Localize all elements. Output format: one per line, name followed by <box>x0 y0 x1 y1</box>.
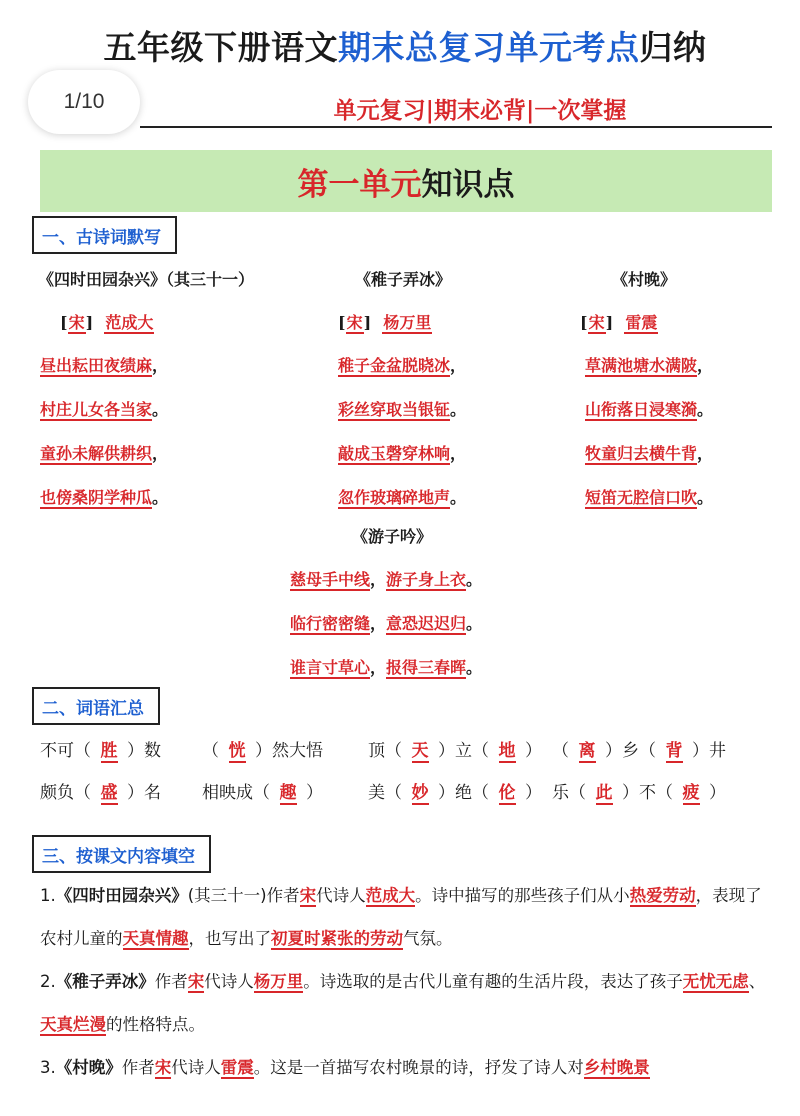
vocab-blank <box>489 778 525 803</box>
poem-line <box>585 353 713 376</box>
poem-dynasty: 宋 <box>346 313 363 332</box>
section-heading-vocabulary: 二、词语汇总 <box>32 687 160 725</box>
vocab-answer: 天 <box>411 741 429 761</box>
poem-author-name: 雷震 <box>625 313 658 332</box>
poem-line-text: 草满池塘水满陂 <box>585 356 698 375</box>
vocab-item <box>202 778 323 803</box>
poem-line-text: 敲成玉磬穿林响 <box>338 444 451 463</box>
fill-paragraph-1: 1.《四时田园杂兴》(其三十一)作者宋代诗人范成大。诗中描写的那些孩子们从小热爱劳动，表现了农村儿童的天真情趣，也写出了初夏时紧张的劳动气氛。 <box>40 886 762 948</box>
fill-paragraph-2: 2.《稚子弄冰》作者宋代诗人杨万里。诗选取的是古代儿童有趣的生活片段，表达了孩子无忧无虑、天真烂漫的性格特点。 <box>40 972 766 1034</box>
vocab-text: ）数 <box>127 741 161 761</box>
poem-line <box>290 567 482 590</box>
vocab-text: 相映成（ <box>202 783 270 803</box>
vocab-text: ）井 <box>692 741 726 761</box>
vocab-text: ）立（ <box>438 741 489 761</box>
vocab-blank <box>586 778 622 803</box>
poem-line-punct: 。 <box>466 570 483 589</box>
poem-line <box>338 441 466 464</box>
vocab-blank <box>402 778 438 803</box>
poem-line-text: 也傍桑阴学种瓜 <box>40 488 153 507</box>
dynasty-bracket-close: ] <box>605 313 614 332</box>
dynasty-bracket-open: [ <box>580 313 588 332</box>
vocab-text: ）名 <box>127 783 161 803</box>
vocab-text: （ <box>202 741 219 761</box>
poem-line-text: 短笛无腔信口吹 <box>585 488 698 507</box>
poem-line <box>585 485 713 508</box>
poem-line <box>338 353 466 376</box>
poem-title: 《四时田园杂兴》（其三十一） <box>38 270 255 289</box>
vocab-text: （ <box>552 741 569 761</box>
poem-line-text: 山衔落日浸寒漪 <box>585 400 698 419</box>
vocab-blank <box>673 778 709 803</box>
vocab-answer: 恍 <box>228 741 246 761</box>
poem-line-text: 昼出耘田夜绩麻 <box>40 356 153 375</box>
poem-line <box>585 397 713 420</box>
poem-author-name: 杨万里 <box>383 313 432 332</box>
vocab-answer: 盛 <box>100 783 118 803</box>
poem-title: 《游子吟》 <box>352 527 433 546</box>
poem-line-text: 报得三春晖 <box>386 658 467 677</box>
vocab-text: ）乡（ <box>605 741 656 761</box>
vocab-text: ）然大悟 <box>255 741 323 761</box>
vocab-text: 美（ <box>368 783 402 803</box>
poem-line-text: 稚子金盆脱晓冰 <box>338 356 451 375</box>
vocab-answer: 疲 <box>682 783 700 803</box>
vocab-text: 颇负（ <box>40 783 91 803</box>
fill-paragraph-3: 3.《村晚》作者宋代诗人雷震。这是一首描写农村晚景的诗，抒发了诗人对乡村晚景 <box>40 1058 650 1077</box>
poem-line-punct: ， <box>370 570 387 589</box>
poem-line <box>40 441 168 464</box>
poem-author <box>60 310 154 333</box>
poem-line-text: 谁言寸草心 <box>290 658 371 677</box>
poem-line-text: 游子身上衣 <box>386 570 467 589</box>
poem-line <box>585 441 713 464</box>
vocab-blank <box>270 778 306 803</box>
poem-author <box>580 310 658 333</box>
unit-banner: 第一单元 知识点 <box>40 150 772 212</box>
dynasty-bracket-open: [ <box>338 313 346 332</box>
page-indicator[interactable]: 1/10 <box>28 70 140 134</box>
vocab-item <box>202 736 323 761</box>
header-divider <box>140 126 772 128</box>
vocab-item <box>368 736 542 761</box>
vocab-blank <box>656 736 692 761</box>
dynasty-bracket-open: [ <box>60 313 68 332</box>
poem-dynasty: 宋 <box>588 313 605 332</box>
vocab-answer: 地 <box>498 741 516 761</box>
poem-line-punct: 。 <box>697 400 714 419</box>
vocab-text: ） <box>525 783 542 803</box>
section-heading-poems: 一、古诗词默写 <box>32 216 177 254</box>
poem-line-punct: 。 <box>466 614 483 633</box>
poem-line-punct: 。 <box>450 400 467 419</box>
poem-line-punct: 。 <box>466 658 483 677</box>
vocab-answer: 趣 <box>279 783 297 803</box>
poem-line <box>290 611 482 634</box>
vocab-item <box>368 778 542 803</box>
vocab-text: ） <box>306 783 323 803</box>
vocab-answer: 此 <box>595 783 613 803</box>
poem-line-punct: 。 <box>697 488 714 507</box>
vocab-item <box>40 736 161 761</box>
vocab-text: ）不（ <box>622 783 673 803</box>
poem-line <box>40 397 168 420</box>
poem-title: 《稚子弄冰》 <box>355 270 452 289</box>
poem-line-punct: 。 <box>152 400 169 419</box>
document-subtitle: 单元复习|期末必背|一次掌握 <box>333 97 627 124</box>
poem-line <box>338 485 466 508</box>
poem-line <box>40 485 168 508</box>
vocab-text: 不可（ <box>40 741 91 761</box>
vocab-item <box>40 778 161 803</box>
poem-line-punct: ， <box>152 444 169 463</box>
vocab-text: ）绝（ <box>438 783 489 803</box>
poem-line-punct: ， <box>370 614 387 633</box>
vocab-text: ） <box>525 741 542 761</box>
document-title: 五年级下册语文期末总复习单元考点归纳 <box>103 28 707 67</box>
poem-line-punct: 。 <box>152 488 169 507</box>
dynasty-bracket-close: ] <box>363 313 372 332</box>
vocab-blank <box>489 736 525 761</box>
poem-line-text: 临行密密缝 <box>290 614 371 633</box>
vocab-blank <box>402 736 438 761</box>
poem-line-text: 彩丝穿取当银钲 <box>338 400 451 419</box>
vocab-blank <box>569 736 605 761</box>
poem-dynasty: 宋 <box>68 313 85 332</box>
vocab-answer: 伦 <box>498 783 516 803</box>
section-heading-fill-in: 三、按课文内容填空 <box>32 835 211 873</box>
vocab-answer: 背 <box>665 741 683 761</box>
poem-line-text: 牧童归去横牛背 <box>585 444 698 463</box>
vocab-answer: 离 <box>578 741 596 761</box>
poem-line-text: 意恐迟迟归 <box>386 614 467 633</box>
poem-line-punct: ， <box>450 444 467 463</box>
poem-line-text: 童孙未解供耕织 <box>40 444 153 463</box>
poem-line-punct: 。 <box>450 488 467 507</box>
poem-line-punct: ， <box>697 444 714 463</box>
poem-line-punct: ， <box>697 356 714 375</box>
poem-author <box>338 310 432 333</box>
vocab-blank <box>219 736 255 761</box>
poem-line-punct: ， <box>152 356 169 375</box>
poem-line-text: 村庄儿女各当家 <box>40 400 153 419</box>
poem-line-text: 慈母手中线 <box>290 570 371 589</box>
poem-line <box>290 655 482 678</box>
dynasty-bracket-close: ] <box>85 313 94 332</box>
poem-title: 《村晚》 <box>612 270 677 289</box>
poem-line <box>338 397 466 420</box>
poem-line <box>40 353 168 376</box>
vocab-item <box>552 736 726 761</box>
poem-line-punct: ， <box>370 658 387 677</box>
vocab-answer: 胜 <box>100 741 118 761</box>
vocab-text: 顶（ <box>368 741 402 761</box>
vocab-blank <box>91 778 127 803</box>
poem-line-text: 忽作玻璃碎地声 <box>338 488 451 507</box>
vocab-text: 乐（ <box>552 783 586 803</box>
poem-author-name: 范成大 <box>105 313 154 332</box>
vocab-item <box>552 778 726 803</box>
vocab-answer: 妙 <box>411 783 429 803</box>
vocab-blank <box>91 736 127 761</box>
vocab-text: ） <box>709 783 726 803</box>
poem-line-punct: ， <box>450 356 467 375</box>
